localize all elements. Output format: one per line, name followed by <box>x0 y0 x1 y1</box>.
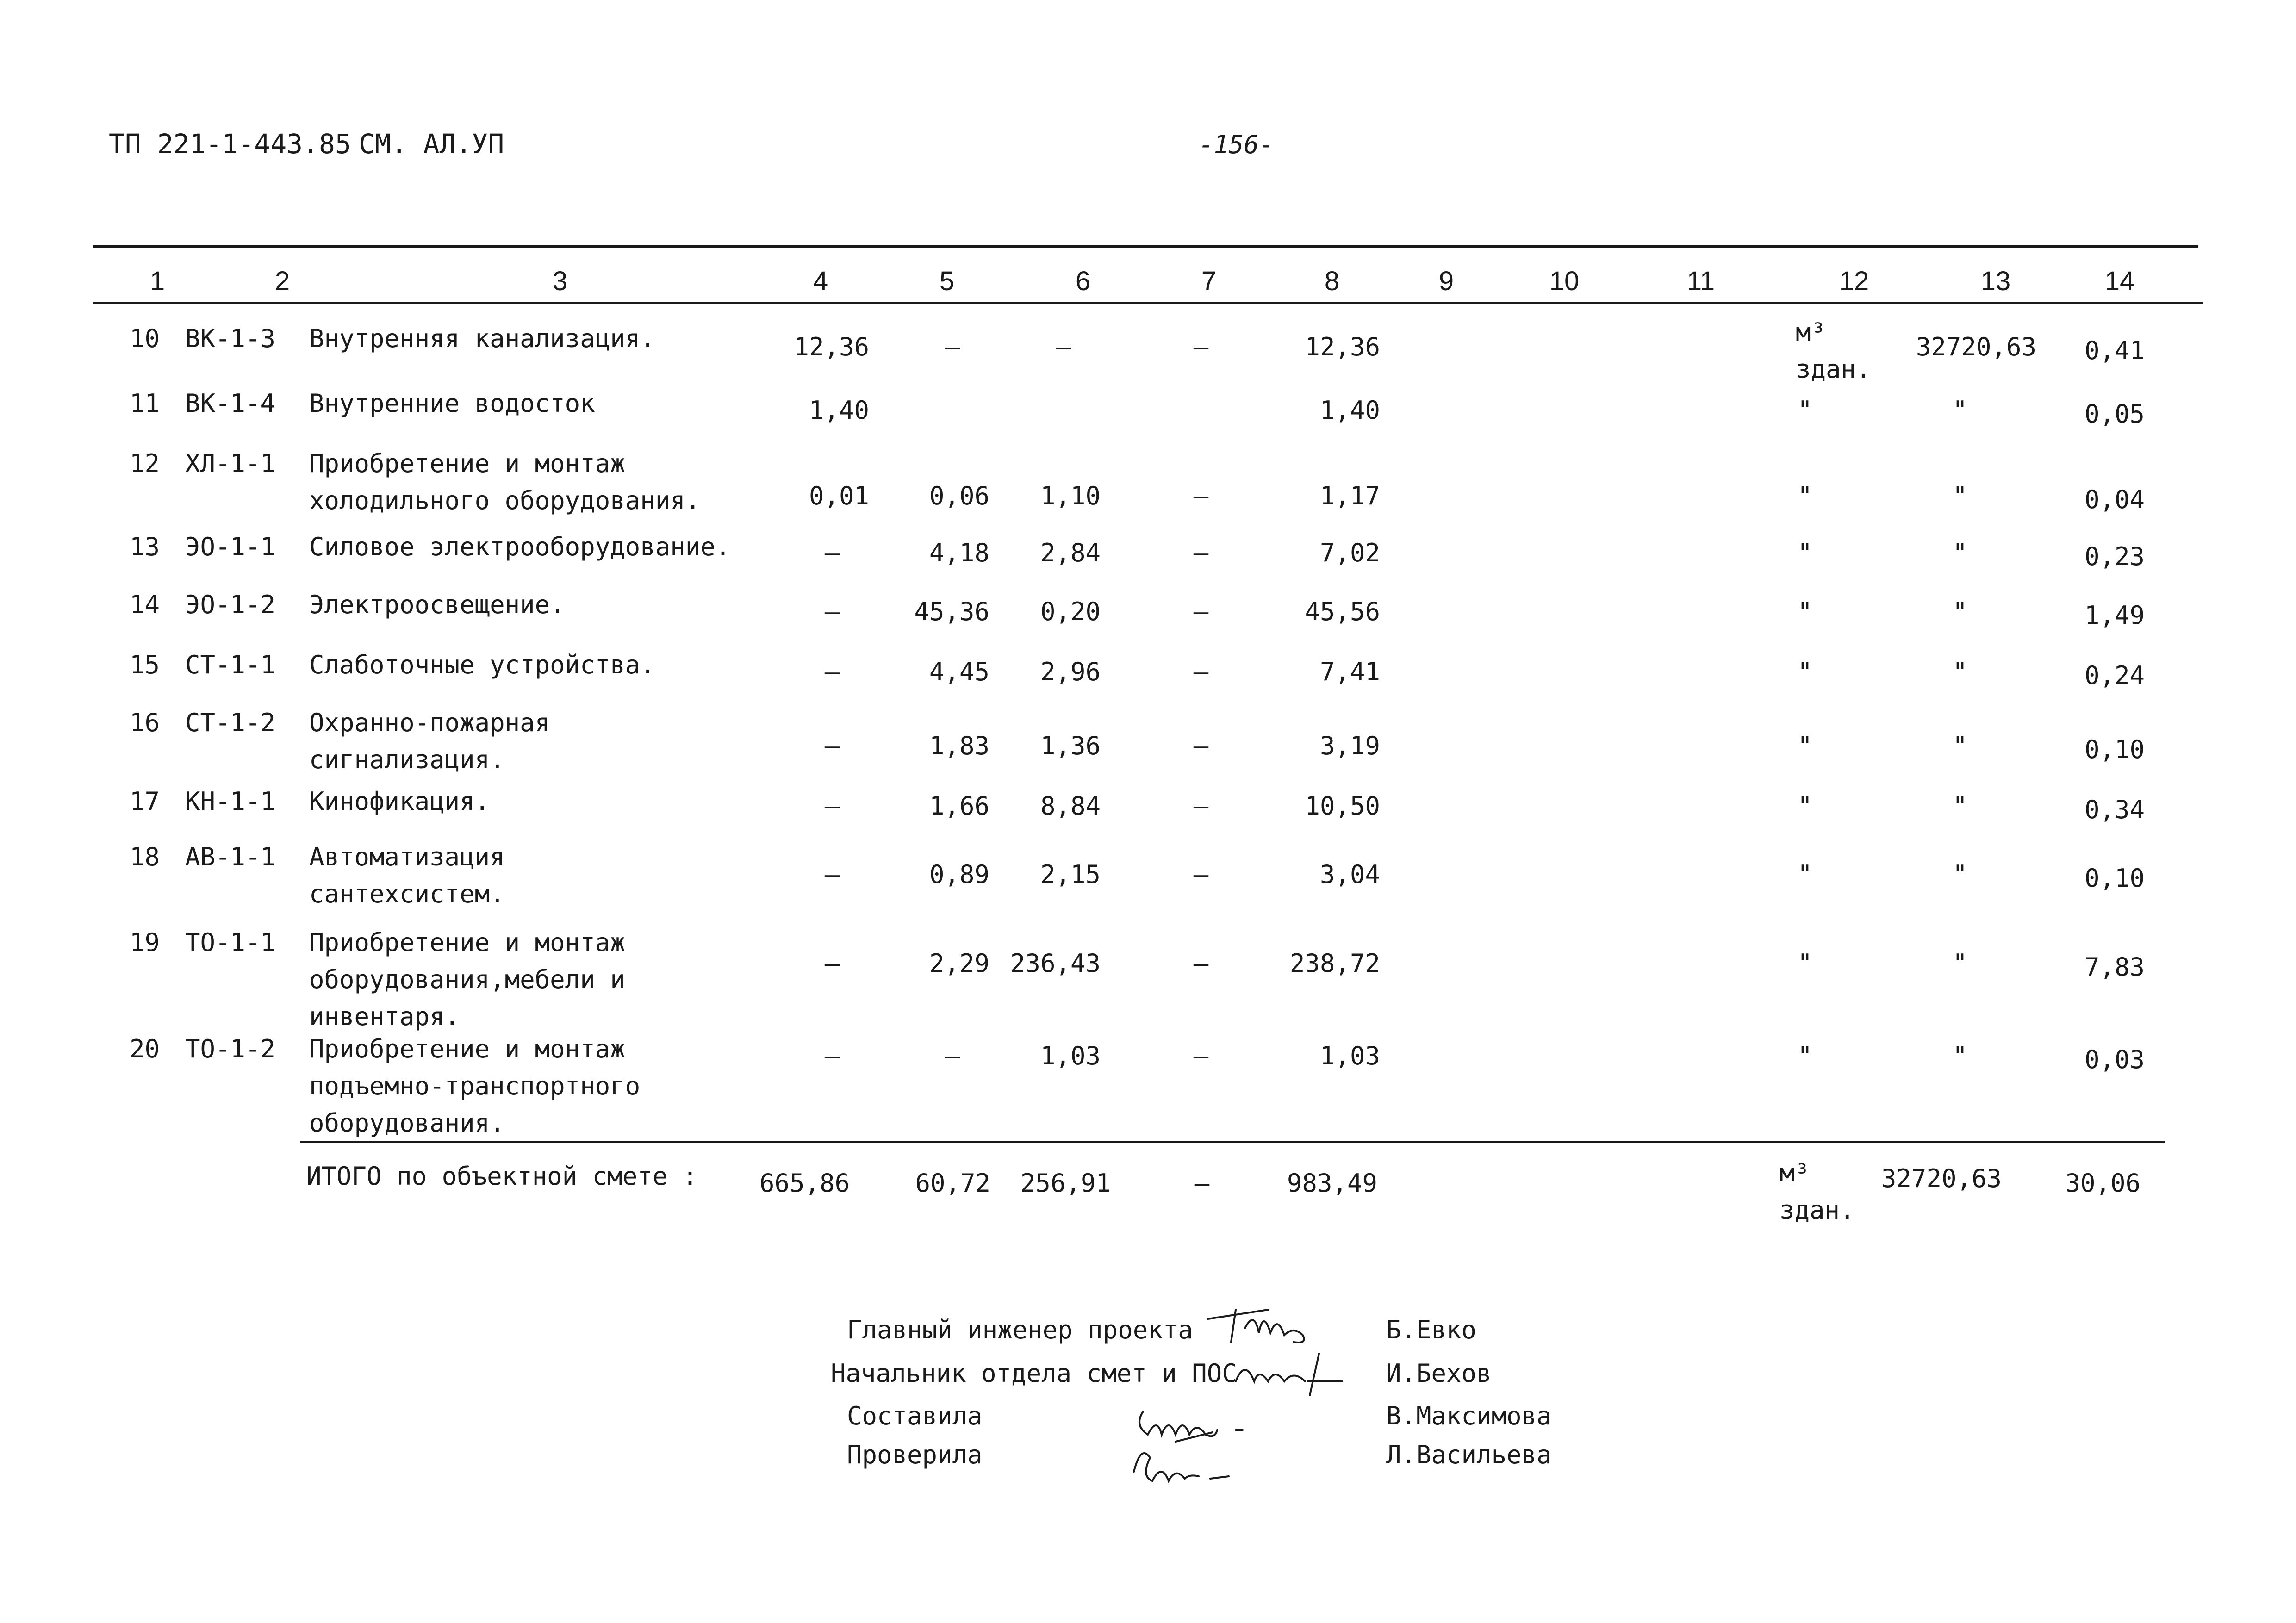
cost-c4: 1,40 <box>809 396 869 425</box>
cost-c4: 12,36 <box>794 332 869 361</box>
cost-c5: 45,36 <box>914 597 989 626</box>
unit-cost: 0,34 <box>2084 795 2145 824</box>
row-number: 19 <box>129 928 160 957</box>
cost-c7: – <box>1193 860 1209 889</box>
column-number-3: 3 <box>552 266 568 296</box>
total-quantity: 32720,63 <box>1881 1164 2002 1193</box>
total-unit: м³ здан. <box>1780 1158 1855 1225</box>
unit-quantity: " <box>1952 791 1968 821</box>
estimate-code: ХЛ-1-1 <box>185 449 276 478</box>
row-number: 18 <box>129 842 160 871</box>
cost-c8: 10,50 <box>1305 791 1380 821</box>
column-number-13: 13 <box>1980 266 2011 296</box>
signatory-name: Б.Евко <box>1386 1315 1477 1344</box>
estimate-code: ТО-1-1 <box>185 928 276 957</box>
signatory-role: Начальник отдела смет и ПОС <box>831 1359 1237 1388</box>
unit-of-measure: " <box>1797 949 1813 978</box>
estimate-code: КН-1-1 <box>185 787 276 816</box>
unit-of-measure: " <box>1797 1041 1813 1070</box>
table-top-rule <box>93 245 2198 248</box>
cost-c4: – <box>824 791 840 821</box>
estimate-code: ЭО-1-2 <box>185 590 276 619</box>
signatory-name: В.Максимова <box>1386 1401 1552 1430</box>
unit-cost: 0,04 <box>2084 485 2145 514</box>
work-description: Силовое электрооборудование. <box>309 532 731 561</box>
cost-c6: 2,84 <box>1040 538 1101 567</box>
unit-of-measure: " <box>1797 597 1813 626</box>
unit-cost: 0,05 <box>2084 399 2145 429</box>
cost-c8: 45,56 <box>1305 597 1380 626</box>
unit-of-measure: " <box>1797 731 1813 760</box>
cost-c6: 236,43 <box>1010 949 1101 978</box>
unit-cost: 0,24 <box>2084 661 2145 690</box>
work-description: Внутренние водосток <box>309 389 595 418</box>
column-number-4: 4 <box>813 266 828 296</box>
cost-c6: 8,84 <box>1040 791 1101 821</box>
total-c6: 256,91 <box>1020 1169 1111 1198</box>
estimate-code: АВ-1-1 <box>185 842 276 871</box>
signatory-role: Составила <box>847 1401 983 1430</box>
handwritten-signature <box>1231 1349 1356 1405</box>
cost-c4: – <box>824 538 840 567</box>
cost-c7: – <box>1193 657 1209 686</box>
estimate-code: СТ-1-2 <box>185 708 276 737</box>
cost-c8: 7,02 <box>1319 538 1380 567</box>
work-description: Слаботочные устройства. <box>309 650 655 679</box>
signatory-role: Проверила <box>847 1440 983 1469</box>
unit-quantity: " <box>1952 597 1968 626</box>
cost-c5: 2,29 <box>929 949 989 978</box>
row-number: 12 <box>129 449 160 478</box>
row-number: 10 <box>129 324 160 353</box>
unit-quantity: " <box>1952 481 1968 510</box>
cost-c7: – <box>1193 597 1209 626</box>
cost-c6: 1,10 <box>1040 481 1101 510</box>
column-number-6: 6 <box>1075 266 1091 296</box>
signatory-name: Л.Васильева <box>1386 1440 1552 1469</box>
row-number: 17 <box>129 787 160 816</box>
cost-c8: 238,72 <box>1289 949 1380 978</box>
column-number-9: 9 <box>1438 266 1454 296</box>
estimate-code: СТ-1-1 <box>185 650 276 679</box>
total-c4: 665,86 <box>759 1169 850 1198</box>
row-number: 15 <box>129 650 160 679</box>
column-number-1: 1 <box>149 266 165 296</box>
cost-c4: – <box>824 597 840 626</box>
work-description: Приобретение и монтаж подъемно-транспортного оборудования. <box>309 1034 641 1138</box>
handwritten-signature <box>1129 1435 1254 1490</box>
cost-c4: – <box>824 731 840 760</box>
row-number: 11 <box>129 389 160 418</box>
unit-quantity: " <box>1952 657 1968 686</box>
unit-cost: 1,49 <box>2084 601 2145 630</box>
cost-c4: – <box>824 1041 840 1070</box>
cost-c4: 0,01 <box>809 481 869 510</box>
unit-quantity: " <box>1952 949 1968 978</box>
estimate-code: ТО-1-2 <box>185 1034 276 1063</box>
total-c7: – <box>1194 1169 1210 1198</box>
cost-c6: – <box>1056 332 1071 361</box>
cost-c6: 1,03 <box>1040 1041 1101 1070</box>
work-description: Охранно-пожарная сигнализация. <box>309 708 550 774</box>
total-c5: 60,72 <box>915 1169 990 1198</box>
unit-cost: 0,41 <box>2084 336 2145 365</box>
work-description: Приобретение и монтаж холодильного оборудования. <box>309 449 701 515</box>
unit-of-measure: " <box>1797 481 1813 510</box>
cost-c5: 1,83 <box>929 731 989 760</box>
table-header-rule <box>93 302 2203 304</box>
estimate-code: ЭО-1-1 <box>185 532 276 561</box>
unit-of-measure: " <box>1797 791 1813 821</box>
cost-c4: – <box>824 657 840 686</box>
cost-c5: – <box>945 1041 960 1070</box>
cost-c7: – <box>1193 538 1209 567</box>
cost-c8: 1,17 <box>1319 481 1380 510</box>
cost-c5: 0,89 <box>929 860 989 889</box>
document-code: ТП 221-1-443.85 <box>109 128 351 160</box>
unit-cost: 0,10 <box>2084 864 2145 893</box>
cost-c7: – <box>1193 481 1209 510</box>
estimate-code: ВК-1-4 <box>185 389 276 418</box>
cost-c6: 2,96 <box>1040 657 1101 686</box>
work-description: Приобретение и монтаж оборудования,мебели и инвентаря. <box>309 928 625 1031</box>
unit-cost: 0,03 <box>2084 1045 2145 1074</box>
total-rule <box>300 1141 2165 1143</box>
cost-c7: – <box>1193 1041 1209 1070</box>
row-number: 16 <box>129 708 160 737</box>
unit-quantity: " <box>1952 538 1968 567</box>
unit-cost: 7,83 <box>2084 952 2145 982</box>
unit-of-measure: " <box>1797 860 1813 889</box>
estimate-code: ВК-1-3 <box>185 324 276 353</box>
work-description: Электроосвещение. <box>309 590 565 619</box>
column-number-14: 14 <box>2104 266 2135 296</box>
cost-c5: 1,66 <box>929 791 989 821</box>
cost-c6: 2,15 <box>1040 860 1101 889</box>
cost-c8: 7,41 <box>1319 657 1380 686</box>
column-number-11: 11 <box>1686 266 1715 296</box>
cost-c6: 0,20 <box>1040 597 1101 626</box>
unit-quantity: " <box>1952 1041 1968 1070</box>
row-number: 20 <box>129 1034 160 1063</box>
column-number-12: 12 <box>1839 266 1869 296</box>
unit-of-measure: " <box>1797 538 1813 567</box>
unit-quantity: " <box>1952 396 1968 425</box>
unit-of-measure: " <box>1797 657 1813 686</box>
cost-c7: – <box>1193 791 1209 821</box>
sheet-reference: СМ. АЛ.УП <box>359 128 504 160</box>
cost-c4: – <box>824 949 840 978</box>
total-c8: 983,49 <box>1287 1169 1377 1198</box>
page-number: -156- <box>1199 130 1274 159</box>
cost-c8: 1,03 <box>1319 1041 1380 1070</box>
unit-quantity: 32720,63 <box>1916 332 2036 361</box>
unit-quantity: " <box>1952 731 1968 760</box>
column-number-7: 7 <box>1201 266 1217 296</box>
cost-c5: 4,45 <box>929 657 989 686</box>
cost-c5: 4,18 <box>929 538 989 567</box>
cost-c7: – <box>1193 949 1209 978</box>
total-unit-cost: 30,06 <box>2065 1169 2140 1198</box>
column-number-5: 5 <box>939 266 955 296</box>
work-description: Автоматизация сантехсистем. <box>309 842 505 908</box>
cost-c7: – <box>1193 332 1209 361</box>
unit-of-measure: м³ здан. <box>1796 317 1871 384</box>
unit-quantity: " <box>1952 860 1968 889</box>
handwritten-signature <box>1203 1300 1328 1356</box>
signatory-name: И.Бехов <box>1386 1359 1492 1388</box>
cost-c8: 12,36 <box>1305 332 1380 361</box>
row-number: 14 <box>129 590 160 619</box>
unit-cost: 0,23 <box>2084 542 2145 571</box>
signatory-role: Главный инженер проекта <box>847 1315 1193 1344</box>
cost-c6: 1,36 <box>1040 731 1101 760</box>
column-number-10: 10 <box>1549 266 1580 296</box>
row-number: 13 <box>129 532 160 561</box>
work-description: Внутренняя канализация. <box>309 324 655 353</box>
column-number-2: 2 <box>274 266 290 296</box>
work-description: Кинофикация. <box>309 787 490 816</box>
column-number-8: 8 <box>1324 266 1340 296</box>
unit-cost: 0,10 <box>2084 735 2145 764</box>
total-label: ИТОГО по объектной смете : <box>306 1162 698 1191</box>
cost-c5: – <box>945 332 960 361</box>
cost-c5: 0,06 <box>929 481 989 510</box>
cost-c8: 3,19 <box>1319 731 1380 760</box>
cost-c8: 3,04 <box>1319 860 1380 889</box>
cost-c7: – <box>1193 731 1209 760</box>
cost-c8: 1,40 <box>1319 396 1380 425</box>
cost-c4: – <box>824 860 840 889</box>
unit-of-measure: " <box>1797 396 1813 425</box>
